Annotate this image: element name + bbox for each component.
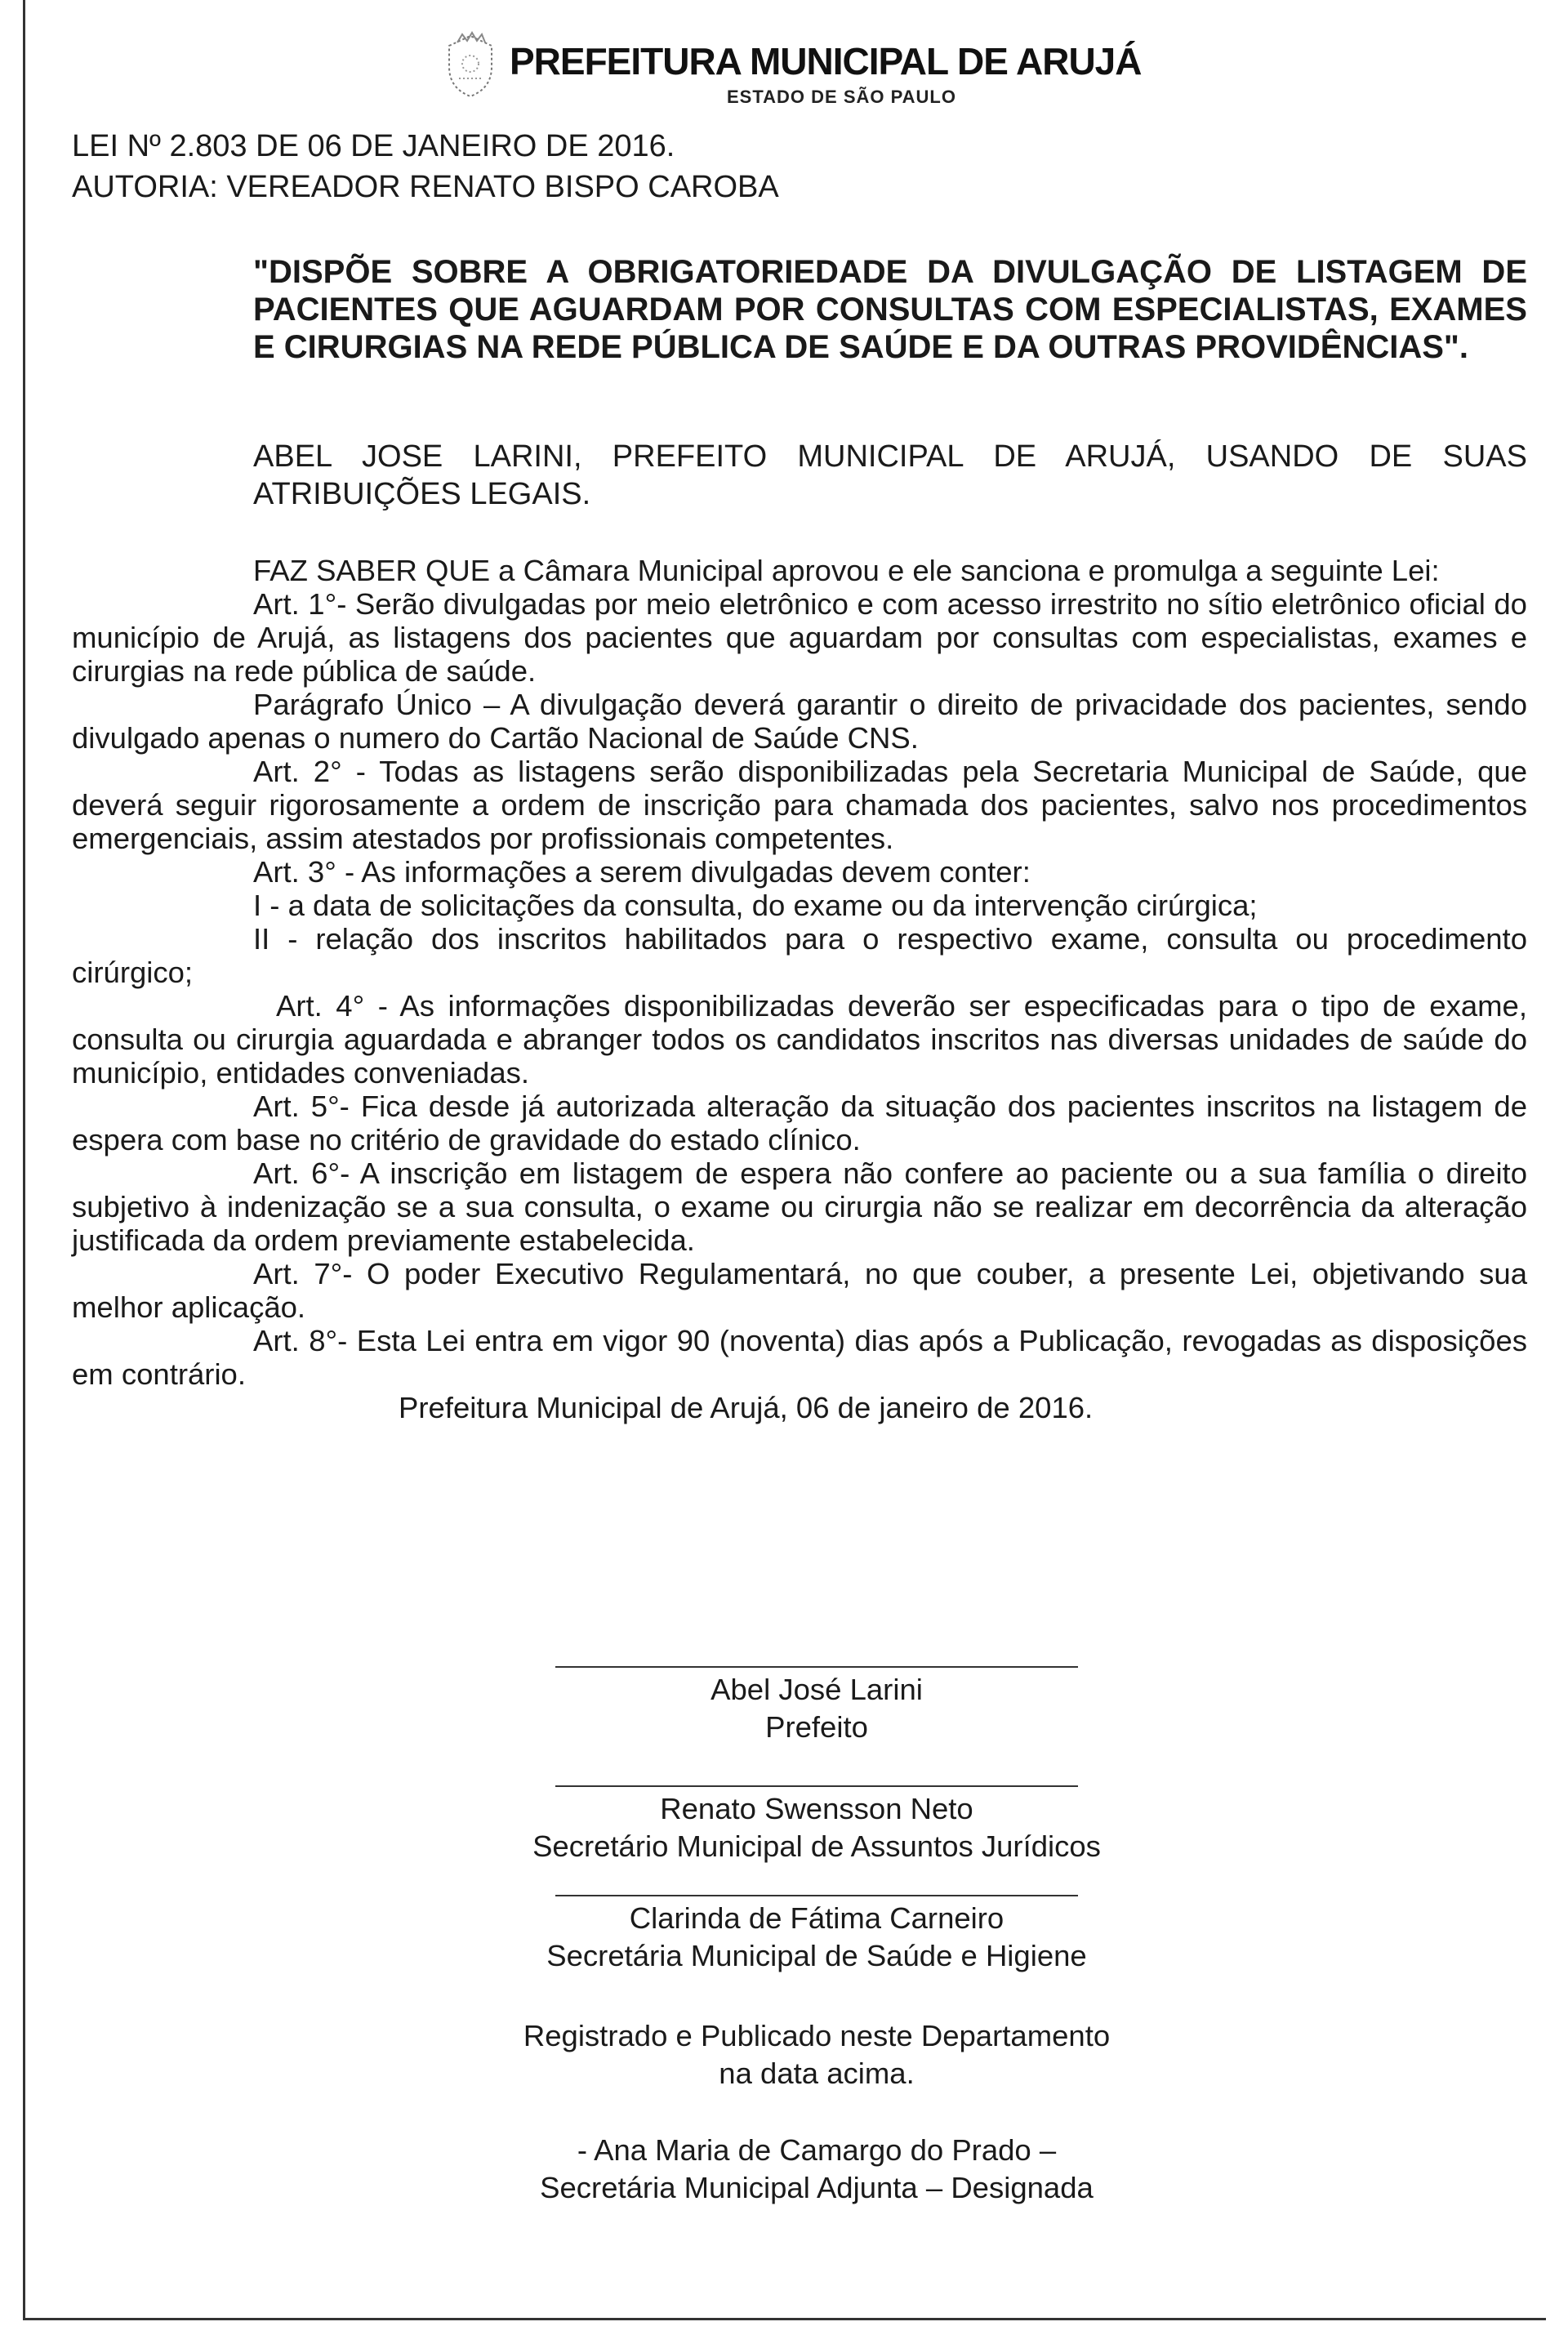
org-name: PREFEITURA MUNICIPAL DE ARUJÁ bbox=[510, 40, 1142, 82]
signature-line bbox=[555, 1785, 1078, 1787]
preamble: ABEL JOSE LARINI, PREFEITO MUNICIPAL DE ARUJÁ, USANDO DE SUAS ATRIBUIÇÕES LEGAIS. bbox=[253, 439, 1527, 511]
registrar-title: Secretária Municipal Adjunta – Designada bbox=[540, 2171, 1094, 2204]
law-articles bbox=[72, 554, 1527, 1424]
article-2: Art. 2° - Todas as listagens serão disponibilizadas pela Secretaria Municipal de Saúde, que deverá seguir rigorosamente a ordem de inscrição para chamada dos pacientes, salvo nos procedimentos emergenciais, assim atestados por profissionais competentes. bbox=[72, 755, 1527, 855]
law-ementa: "DISPÕE SOBRE A OBRIGATORIEDADE DA DIVULGAÇÃO DE LISTAGEM DE PACIENTES QUE AGUARDAM POR CONSULTAS COM ESPECIALISTAS, EXAMES E CIRURGIAS NA REDE PÚBLICA DE SAÚDE E DA OUTRAS PROVIDÊNCIAS". bbox=[253, 254, 1527, 365]
article-5: Art. 5°- Fica desde já autorizada alteração da situação dos pacientes inscritos na listagem de espera com base no critério de gravidade do estado clínico. bbox=[72, 1090, 1527, 1156]
signatory-title: Prefeito bbox=[765, 1710, 868, 1744]
signature-health-secretary bbox=[408, 1895, 1225, 1975]
signature-line bbox=[555, 1895, 1078, 1896]
law-author: AUTORIA: VEREADOR RENATO BISPO CAROBA bbox=[72, 170, 779, 204]
municipal-crest-icon bbox=[441, 31, 500, 100]
registrar-name: - Ana Maria de Camargo do Prado – bbox=[577, 2133, 1057, 2167]
article-4: Art. 4° - As informações disponibilizadas deverão ser especificadas para o tipo de exame, consulta ou cirurgia aguardada e abranger todos os candidatos inscritos nas diversas unidades de saúde do município, entidades conveniadas. bbox=[72, 989, 1527, 1090]
registrar-block bbox=[408, 2132, 1225, 2207]
article-3: Art. 3° - As informações a serem divulgadas devem conter: bbox=[253, 855, 1031, 889]
signatory-name: Clarinda de Fátima Carneiro bbox=[629, 1901, 1004, 1935]
org-state: ESTADO DE SÃO PAULO bbox=[727, 87, 956, 107]
signatory-title: Secretária Municipal de Saúde e Higiene bbox=[546, 1939, 1087, 1972]
article-3-item-i: I - a data de solicitações da consulta, do exame ou da intervenção cirúrgica; bbox=[253, 889, 1258, 922]
article-6: Art. 6°- A inscrição em listagem de espera não confere ao paciente ou a sua família o direito subjetivo à indenização se a sua consulta, o exame ou cirurgia não se realizar em decorrência da alteração justificada da ordem previamente estabelecida. bbox=[72, 1156, 1527, 1257]
registration-line-2: na data acima. bbox=[719, 2057, 915, 2090]
article-3-item-ii: II - relação dos inscritos habilitados para o respectivo exame, consulta ou procedimento cirúrgico; bbox=[72, 922, 1527, 989]
signatory-title: Secretário Municipal de Assuntos Jurídicos bbox=[532, 1829, 1101, 1863]
signature-mayor bbox=[408, 1666, 1225, 1746]
article-1: Art. 1°- Serão divulgadas por meio eletrônico e com acesso irrestrito no sítio eletrônico oficial do município de Arujá, as listagens dos pacientes que aguardam por consultas com especialistas, exames e cirurgias na rede pública de saúde. bbox=[72, 587, 1527, 688]
article-7: Art. 7°- O poder Executivo Regulamentará, no que couber, a presente Lei, objetivando sua melhor aplicação. bbox=[72, 1257, 1527, 1324]
signatory-name: Abel José Larini bbox=[710, 1673, 923, 1706]
place-date: Prefeitura Municipal de Arujá, 06 de janeiro de 2016. bbox=[399, 1391, 1094, 1424]
article-8: Art. 8°- Esta Lei entra em vigor 90 (noventa) dias após a Publicação, revogadas as disposições em contrário. bbox=[72, 1324, 1527, 1391]
signatory-name: Renato Swensson Neto bbox=[660, 1792, 973, 1825]
law-number: LEI Nº 2.803 DE 06 DE JANEIRO DE 2016. bbox=[72, 129, 675, 163]
registration-note bbox=[408, 2017, 1225, 2092]
letterhead bbox=[441, 31, 1258, 113]
enactment-clause: FAZ SABER QUE a Câmara Municipal aprovou e ele sanciona e promulga a seguinte Lei: bbox=[253, 554, 1440, 587]
signature-legal-secretary bbox=[408, 1785, 1225, 1865]
article-1-paragraph: Parágrafo Único – A divulgação deverá garantir o direito de privacidade dos pacientes, sendo divulgado apenas o numero do Cartão Nacional de Saúde CNS. bbox=[72, 688, 1527, 755]
signature-line bbox=[555, 1666, 1078, 1668]
registration-line-1: Registrado e Publicado neste Departamento bbox=[523, 2019, 1111, 2052]
